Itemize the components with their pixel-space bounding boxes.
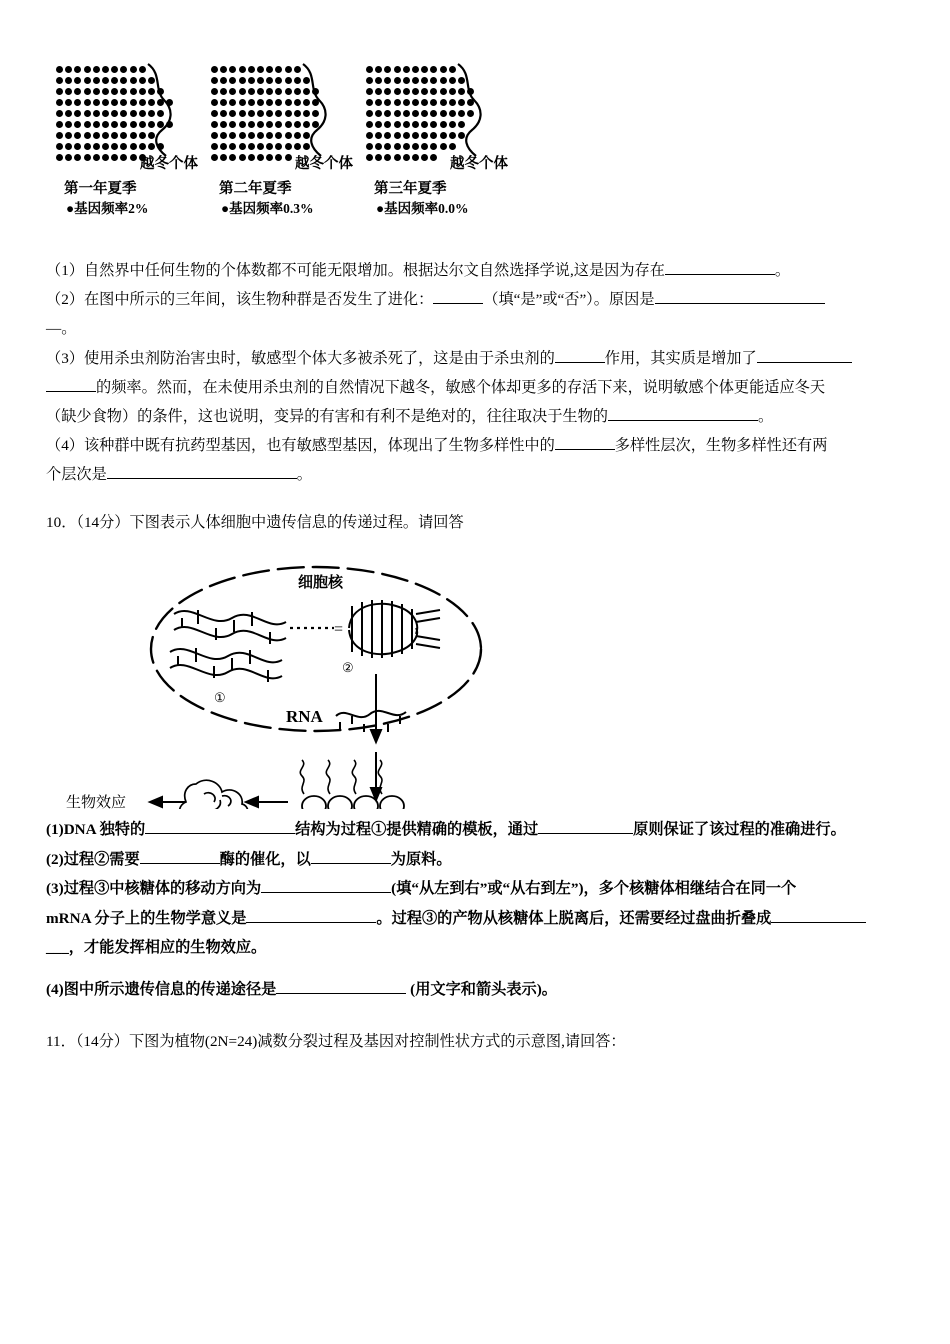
q9-part2-cont	[46, 314, 878, 343]
q9-part2-mid: （填“是”或“否”）。原因是	[483, 291, 655, 309]
allele-frequency-label: ●基因频率0.0%	[376, 200, 469, 216]
question-9-parts	[46, 256, 878, 490]
q9-part3	[46, 344, 878, 373]
q9-part1-text: （1）自然界中任何生物的个体数都不可能无限增加。根据达尔文自然选择学说,这是因为存在	[46, 262, 665, 279]
answer-blank[interactable]	[246, 922, 376, 923]
answer-blank[interactable]	[771, 922, 866, 923]
q9-part3-cont2	[46, 402, 878, 431]
q10-part2	[46, 845, 878, 875]
answer-blank[interactable]	[46, 391, 96, 392]
answer-blank[interactable]	[555, 362, 605, 363]
answer-blank[interactable]	[538, 833, 633, 834]
population-diagram-year3	[362, 60, 522, 230]
q10-part2-end: 为原料。	[390, 850, 452, 868]
rna-label: RNA	[286, 706, 323, 726]
answer-blank[interactable]	[276, 993, 406, 994]
answer-blank[interactable]	[433, 303, 483, 304]
q10-part3	[46, 874, 878, 904]
q9-part2-text: （2）在图中所示的三年间，该生物种群是否发生了进化：	[46, 291, 434, 309]
q9-part3-cont1	[46, 373, 878, 402]
dot-cluster	[362, 60, 522, 180]
q10-part3-text: (3)过程③中核糖体的移动方向为	[46, 880, 262, 898]
q9-part3-mid2: 的频率。然而，在未使用杀虫剂的自然情况下越冬，敏感个体却更多的存活下来，说明敏感个体更能适应冬天	[96, 378, 825, 396]
season-label: 第一年夏季	[64, 181, 137, 197]
allele-frequency-label: ●基因频率0.3%	[221, 200, 314, 216]
dot-cluster	[52, 60, 212, 180]
q9-part1-end: 。	[774, 262, 791, 279]
q9-part4-end: 。	[296, 466, 312, 484]
q10-part4-text: (4)图中所示遗传信息的传递途径是	[46, 981, 277, 999]
overwinter-label: 越冬个体	[450, 156, 508, 172]
biological-effect-label: 生物效应	[66, 794, 127, 809]
q10-part3-cont2	[46, 933, 878, 963]
answer-blank[interactable]	[608, 420, 758, 421]
q9-part4-cont	[46, 460, 878, 489]
q9-part2	[46, 285, 878, 314]
population-diagram-year2	[207, 60, 367, 230]
dot-cluster	[207, 60, 367, 180]
population-evolution-figure	[52, 60, 878, 230]
q10-part3-mid2: mRNA 分子上的生物学意义是	[46, 909, 247, 927]
q10-part3-end: ___，才能发挥相应的生物效应。	[46, 939, 267, 957]
q10-part1-end: 原则保证了该过程的准确进行。	[633, 820, 846, 838]
q10-part1	[46, 815, 878, 845]
answer-blank[interactable]	[261, 892, 391, 893]
answer-blank[interactable]	[555, 449, 615, 450]
q9-part4	[46, 431, 878, 460]
marker-2: ②	[342, 659, 354, 675]
q10-part1-text: (1)DNA 独特的	[46, 820, 146, 838]
q9-part3-end: 。	[757, 407, 774, 425]
equals-sign: =	[334, 620, 344, 638]
q9-part3-text: （3）使用杀虫剂防治害虫时，敏感型个体大多被杀死了，这是由于杀虫剂的	[46, 349, 555, 367]
allele-frequency-label: ●基因频率2%	[66, 200, 149, 216]
q9-part3-mid3: （缺少食物）的条件，这也说明，变异的有害和有利不是绝对的，往往取决于生物的	[46, 407, 608, 425]
q9-part4-text: （4）该种群中既有抗药型基因，也有敏感型基因，体现出了生物多样性中的	[46, 437, 555, 455]
answer-blank[interactable]	[655, 303, 825, 304]
q10-part4	[46, 975, 878, 1005]
q9-part4-mid2: 个层次是	[46, 466, 107, 484]
q9-part4-mid: 多样性层次，生物多样性还有两	[614, 437, 828, 455]
q9-part3-mid1: 作用，其实质是增加了	[604, 349, 757, 367]
answer-blank[interactable]	[145, 833, 295, 834]
overwinter-label: 越冬个体	[295, 156, 353, 172]
answer-blank[interactable]	[140, 863, 220, 864]
nucleus-label: 细胞核	[298, 574, 344, 591]
answer-blank[interactable]	[757, 362, 852, 363]
q10-part2-text: (2)过程②需要	[46, 850, 140, 868]
question-11-stem: 11．（14分）下图为植物(2N=24)减数分裂过程及基因对控制性状方式的示意图,请回答：	[46, 1032, 626, 1050]
season-label: 第三年夏季	[374, 181, 447, 197]
answer-blank[interactable]	[665, 274, 775, 275]
answer-blank[interactable]	[311, 863, 391, 864]
marker-1: ①	[214, 689, 226, 705]
answer-blank[interactable]	[107, 478, 297, 479]
q9-part2-end: —。	[46, 320, 77, 338]
q9-part1	[46, 256, 878, 285]
q10-part3-mid3: 。过程③的产物从核糖体上脱离后，还需要经过盘曲折叠成	[376, 909, 772, 927]
q10-part1-mid: 结构为过程①提供精确的模板，通过	[295, 820, 539, 838]
question-10-stem: 10．（14分）下图表示人体细胞中遗传信息的传递过程。请回答	[46, 513, 464, 531]
overwinter-label: 越冬个体	[140, 156, 198, 172]
q10-part4-end: (用文字和箭头表示)。	[406, 981, 557, 999]
q10-part2-mid: 酶的催化，以	[219, 850, 311, 868]
question-10-parts	[46, 815, 878, 1005]
genetic-information-flow-figure	[46, 544, 878, 809]
season-label: 第二年夏季	[219, 181, 292, 197]
q10-part3-cont1	[46, 904, 878, 934]
cell-diagram-svg	[46, 544, 906, 809]
q10-part3-mid1: (填“从左到右”或“从右到左”)，多个核糖体相继结合在同一个	[391, 880, 797, 898]
population-diagram-year1	[52, 60, 212, 230]
